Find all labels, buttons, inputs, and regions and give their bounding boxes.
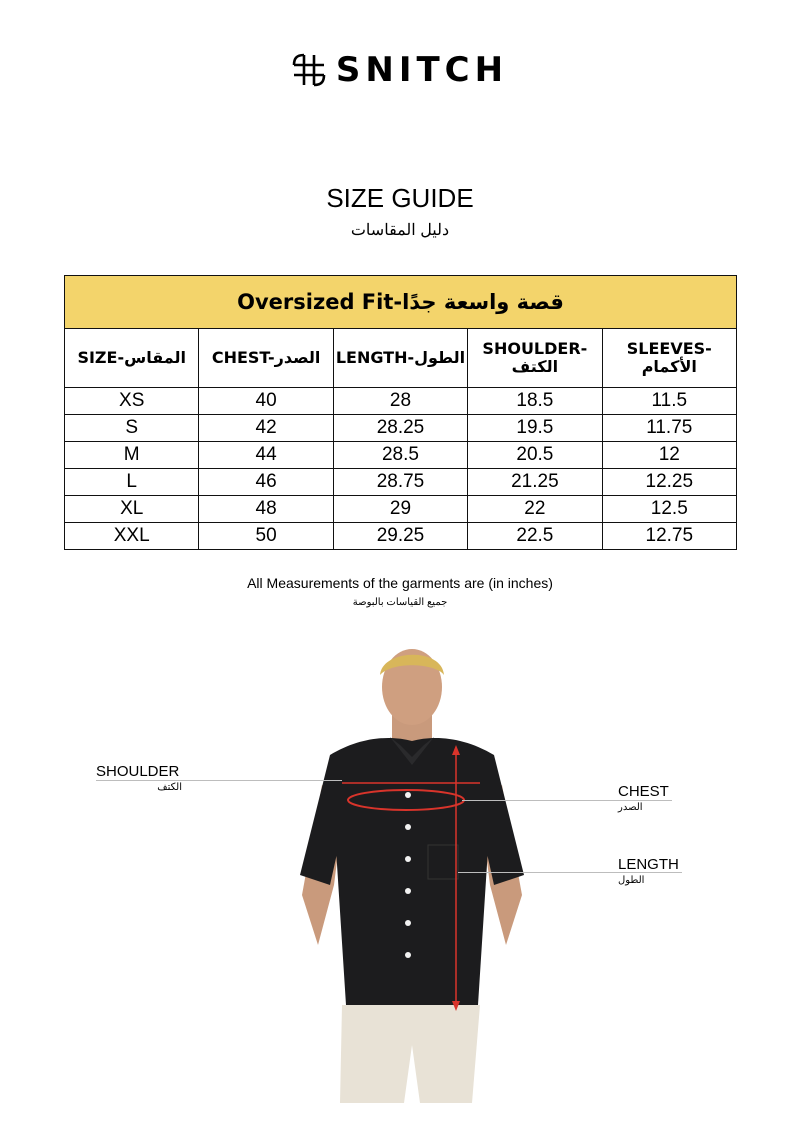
header-sleeves xyxy=(602,329,736,388)
header-length-ar: الطول xyxy=(414,348,466,367)
cell-chest: 44 xyxy=(199,442,333,469)
cell-length: 28.5 xyxy=(333,442,467,469)
header-shoulder-ar: الكتف xyxy=(511,357,559,376)
size-table xyxy=(64,275,737,550)
cell-sleeves: 12 xyxy=(602,442,736,469)
snitch-logo-icon xyxy=(292,53,326,87)
measurement-note: All Measurements of the garments are (in inches) xyxy=(247,575,553,591)
cell-sleeves: 12.5 xyxy=(602,496,736,523)
header-sleeves-ar: الأكمام xyxy=(641,357,697,376)
header-shoulder xyxy=(468,329,602,388)
chest-callout xyxy=(618,783,669,813)
shoulder-callout xyxy=(96,763,182,793)
brand-logo xyxy=(0,50,800,90)
cell-shoulder: 20.5 xyxy=(468,442,602,469)
cell-length: 29.25 xyxy=(333,523,467,550)
table-row xyxy=(65,523,737,550)
header-sleeves-en: SLEEVES- xyxy=(626,339,712,358)
cell-sleeves: 11.75 xyxy=(602,415,736,442)
measurement-note-arabic: جميع القياسات بالبوصة xyxy=(352,597,448,608)
chest-label-arabic: الصدر xyxy=(618,802,643,813)
cell-chest: 48 xyxy=(199,496,333,523)
table-row xyxy=(65,496,737,523)
shoulder-label-arabic: الكتف xyxy=(157,782,182,793)
fit-label: Oversized Fit-قصة واسعة جدًا xyxy=(65,276,737,329)
header-chest xyxy=(199,329,333,388)
cell-shoulder: 22 xyxy=(468,496,602,523)
shoulder-label: SHOULDER xyxy=(96,763,180,780)
cell-shoulder: 19.5 xyxy=(468,415,602,442)
length-label-arabic: الطول xyxy=(618,875,645,886)
table-row xyxy=(65,442,737,469)
cell-size: M xyxy=(65,442,199,469)
brand-name: SNITCH xyxy=(335,50,509,90)
cell-chest: 40 xyxy=(199,388,333,415)
header-length xyxy=(333,329,467,388)
cell-sleeves: 12.75 xyxy=(602,523,736,550)
header-size-ar: المقاس xyxy=(124,348,186,367)
model-illustration xyxy=(300,645,524,1103)
table-row xyxy=(65,415,737,442)
cell-length: 28.75 xyxy=(333,469,467,496)
cell-shoulder: 21.25 xyxy=(468,469,602,496)
length-label: LENGTH xyxy=(618,856,679,873)
cell-size: L xyxy=(65,469,199,496)
cell-size: XL xyxy=(65,496,199,523)
cell-length: 28.25 xyxy=(333,415,467,442)
cell-size: S xyxy=(65,415,199,442)
cell-length: 28 xyxy=(333,388,467,415)
page-title: SIZE GUIDE xyxy=(326,183,474,213)
header-chest-en: CHEST- xyxy=(211,348,275,367)
cell-shoulder: 22.5 xyxy=(468,523,602,550)
header-length-en: LENGTH- xyxy=(335,348,415,367)
table-header-row xyxy=(65,329,737,388)
header-size xyxy=(65,329,199,388)
cell-size: XXL xyxy=(65,523,199,550)
cell-chest: 42 xyxy=(199,415,333,442)
cell-size: XS xyxy=(65,388,199,415)
header-chest-ar: الصدر xyxy=(274,348,321,367)
chest-label: CHEST xyxy=(618,783,669,800)
page-title-arabic: دليل المقاسات xyxy=(350,222,450,239)
table-row xyxy=(65,469,737,496)
cell-sleeves: 11.5 xyxy=(602,388,736,415)
cell-length: 29 xyxy=(333,496,467,523)
header-shoulder-en: SHOULDER- xyxy=(482,339,588,358)
table-row xyxy=(65,388,737,415)
length-callout xyxy=(618,856,679,886)
cell-shoulder: 18.5 xyxy=(468,388,602,415)
cell-chest: 50 xyxy=(199,523,333,550)
cell-sleeves: 12.25 xyxy=(602,469,736,496)
cell-chest: 46 xyxy=(199,469,333,496)
header-size-en: SIZE- xyxy=(77,348,125,367)
